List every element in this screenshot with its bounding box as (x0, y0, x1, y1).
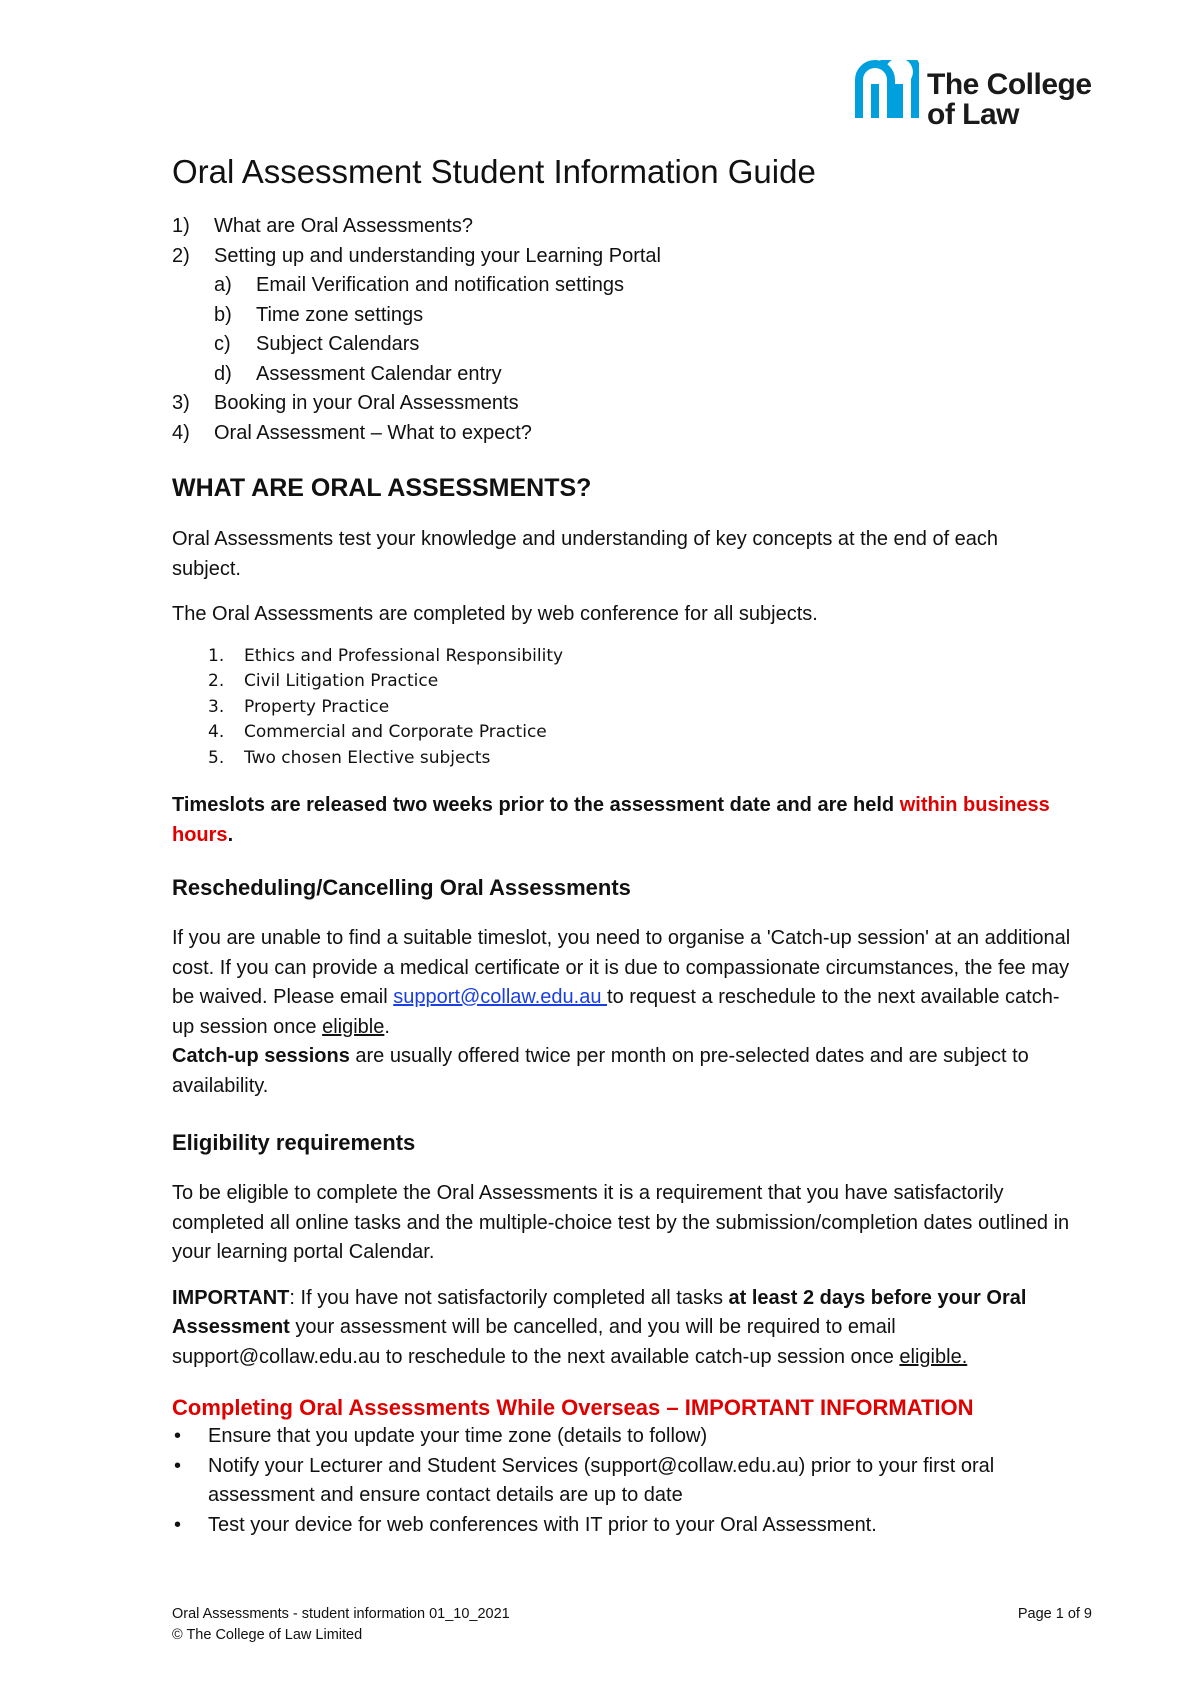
important-label: IMPORTANT (172, 1286, 290, 1309)
toc-item (172, 389, 1072, 419)
page-footer (172, 1604, 1092, 1646)
toc-sub-letter: c) (214, 333, 231, 355)
toc-sub-letter: d) (214, 362, 232, 385)
toc-item (172, 419, 1072, 449)
subject-item (172, 746, 1072, 772)
rescheduling-text-b: to request a reschedule to the next available catch-up session once (172, 986, 1060, 1038)
catch-up-paragraph (172, 1042, 1072, 1101)
eligible-underlined: eligible (322, 1015, 385, 1038)
college-logo-mark-icon (855, 60, 919, 122)
subject-list (172, 644, 1072, 772)
catch-up-text: are usually offered twice per month on pre-selected dates and are subject to availability. (172, 1045, 1029, 1097)
toc-subitem (214, 360, 1072, 390)
rescheduling-period: . (384, 1015, 390, 1038)
bullet-text: Ensure that you update your time zone (details to follow) (208, 1425, 708, 1447)
toc-sub-text: Time zone settings (256, 303, 424, 326)
important-bold: at least 2 days before your Oral Assessment (172, 1286, 1027, 1338)
subject-item (172, 720, 1072, 746)
toc-sub-letter: b) (214, 303, 232, 326)
footer-document-name: Oral Assessments - student information 01_10_2021 (172, 1606, 510, 1622)
subject-number: 5. (208, 747, 225, 768)
overseas-bullet (172, 1452, 1072, 1511)
bullet-icon: • (174, 1454, 182, 1477)
section-heading-oral-assessments: WHAT ARE ORAL ASSESSMENTS? (172, 474, 592, 502)
support-email-link[interactable]: support@collaw.edu.au (393, 986, 608, 1008)
college-logo-text (927, 70, 1092, 130)
overseas-bullet (172, 1511, 1072, 1541)
page-number: Page 1 of 9 (1017, 1606, 1092, 1622)
important-eligible-underlined: eligible. (899, 1345, 968, 1368)
page-title: Oral Assessment Student Information Guide (172, 153, 816, 190)
logo-line-2: of Law (927, 98, 1019, 131)
rescheduling-text-a: If you are unable to find a suitable timeslot, you need to organise a 'Catch-up session' at an additional cost. If you can provide a medical certificate or it is due to compassionate circumstances, the fee may be waived. Please email (172, 927, 1071, 1008)
rescheduling-heading: Rescheduling/Cancelling Oral Assessments (172, 875, 631, 900)
intro-paragraph: Oral Assessments test your knowledge and understanding of key concepts at the end of each subject. (172, 528, 999, 580)
important-text-a: : If you have not satisfactorily completed all tasks (289, 1286, 729, 1309)
document-body (172, 150, 1072, 1540)
table-of-contents (172, 212, 1072, 448)
overseas-bullet-list (172, 1422, 1072, 1540)
toc-number: 1) (172, 215, 190, 237)
toc-number: 3) (172, 392, 190, 414)
toc-sub-text: Email Verification and notification settings (256, 274, 624, 296)
eligibility-paragraph: To be eligible to complete the Oral Assessments it is a requirement that you have satisfactorily completed all online tasks and the multiple-choice test by the submission/completion dates outlined in your learning portal Calendar. (172, 1182, 1070, 1263)
bullet-icon: • (174, 1513, 182, 1536)
footer-copyright: © The College of Law Limited (172, 1627, 363, 1643)
timeslots-bold-text: Timeslots are released two weeks prior to the assessment date and are held (172, 794, 900, 816)
toc-sub-text: Subject Calendars (256, 333, 420, 355)
toc-subitem (214, 330, 1072, 360)
timeslots-period: . (227, 823, 234, 846)
subject-text: Commercial and Corporate Practice (244, 722, 547, 742)
toc-subitem (214, 271, 1072, 301)
bullet-text: Test your device for web conferences with IT prior to your Oral Assessment. (208, 1513, 877, 1536)
subject-number: 1. (208, 645, 225, 666)
subject-number: 3. (208, 696, 225, 717)
subject-number: 2. (208, 671, 225, 691)
subject-text: Property Practice (244, 696, 390, 717)
toc-text: What are Oral Assessments? (214, 215, 473, 237)
subject-number: 4. (208, 722, 225, 742)
bullet-text: Notify your Lecturer and Student Services (support@collaw.edu.au) prior to your first oral assessment and ensure contact details are up to date (208, 1454, 995, 1506)
toc-item (172, 242, 1072, 390)
toc-sublist (214, 271, 1072, 389)
timeslots-notice (172, 791, 1072, 850)
toc-subitem (214, 301, 1072, 331)
business-hours-highlight: within business hours (172, 794, 1050, 846)
subject-item (172, 644, 1072, 670)
subject-text: Two chosen Elective subjects (244, 747, 491, 768)
toc-sub-letter: a) (214, 274, 232, 296)
logo-line-1: The College (927, 68, 1092, 101)
toc-text: Oral Assessment – What to expect? (214, 421, 532, 444)
subject-item (172, 669, 1072, 695)
toc-number: 2) (172, 244, 190, 267)
toc-sub-text: Assessment Calendar entry (256, 362, 502, 385)
overseas-heading: Completing Oral Assessments While Overseas – IMPORTANT INFORMATION (172, 1395, 974, 1420)
college-logo (855, 60, 1095, 132)
catch-up-bold: Catch-up sessions (172, 1045, 350, 1067)
important-text-b: your assessment will be cancelled, and you will be required to email support@collaw.edu.au to reschedule to the next available catch-up session once (172, 1316, 900, 1368)
subject-text: Civil Litigation Practice (244, 671, 439, 691)
bullet-icon: • (174, 1425, 182, 1447)
subject-text: Ethics and Professional Responsibility (244, 645, 564, 666)
important-paragraph (172, 1284, 1072, 1373)
subject-item (172, 695, 1072, 721)
toc-text: Setting up and understanding your Learning Portal (214, 244, 661, 267)
web-conference-paragraph: The Oral Assessments are completed by web conference for all subjects. (172, 603, 818, 625)
rescheduling-paragraph (172, 924, 1072, 1042)
toc-item (172, 212, 1072, 242)
eligibility-heading: Eligibility requirements (172, 1130, 416, 1155)
toc-number: 4) (172, 421, 190, 444)
overseas-bullet (172, 1422, 1072, 1452)
toc-text: Booking in your Oral Assessments (214, 392, 519, 414)
